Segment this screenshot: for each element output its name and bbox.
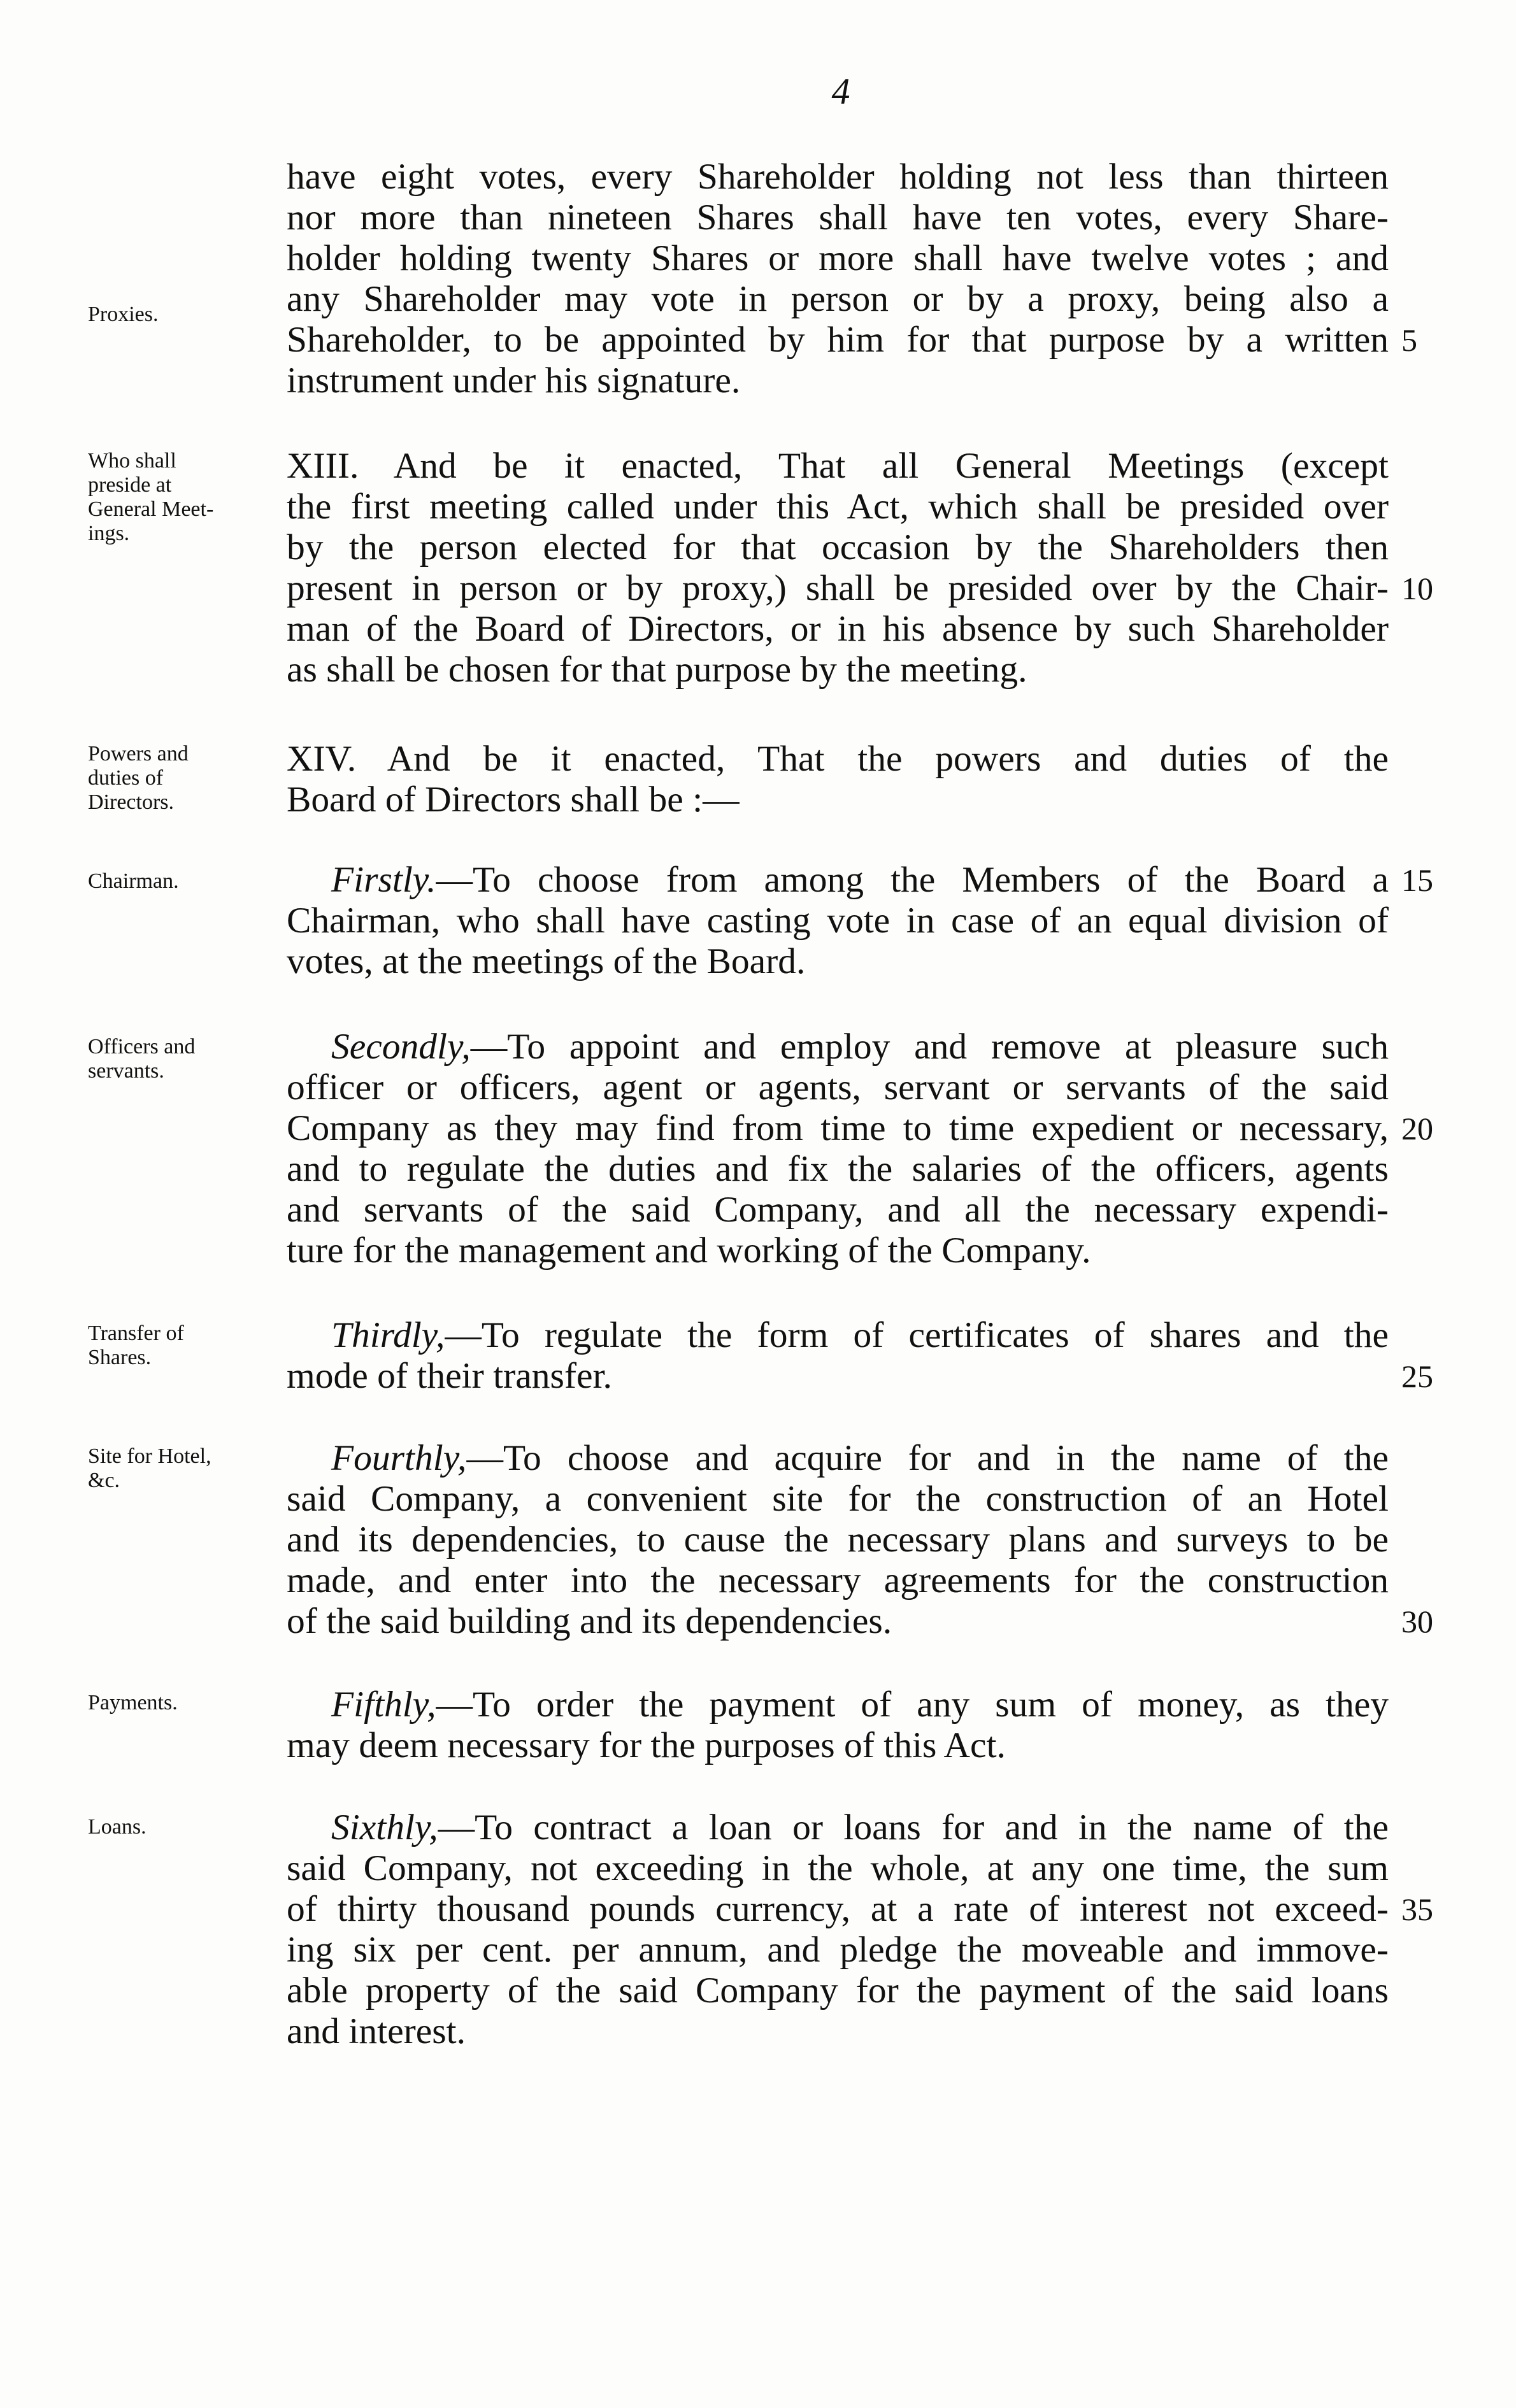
text-line: Shareholder, to be appointed by him for that purpose by a written [287, 320, 1389, 360]
paragraph-lead: Thirdly, [331, 1315, 445, 1355]
text-line: ing six per cent. per annum, and pledge the moveable and immove- [287, 1930, 1389, 1970]
text-line: Chairman, who shall have casting vote in case of an equal division of [287, 901, 1389, 941]
text-line: of thirty thousand pounds currency, at a rate of interest not exceed- [287, 1889, 1389, 1929]
text-line: by the person elected for that occasion by the Shareholders then [287, 527, 1389, 567]
line-number: 5 [1401, 322, 1417, 358]
text-line: and interest. [287, 2011, 466, 2051]
paragraph-lead: Fifthly, [331, 1685, 436, 1725]
text-line [331, 1438, 1389, 1479]
margin-note-who-shall-preside: Who shall preside at General Meet- ings. [88, 449, 214, 545]
text-line [331, 860, 1389, 901]
margin-note-site-hotel: Site for Hotel, &c. [88, 1444, 211, 1492]
text-line: XIII. And be it enacted, That all General Meetings (except [287, 446, 1389, 486]
text-line: votes, at the meetings of the Board. [287, 941, 806, 981]
line-number: 25 [1401, 1358, 1433, 1394]
margin-note-loans: Loans. [88, 1815, 147, 1839]
text-line: made, and enter into the necessary agreements for the construction [287, 1560, 1389, 1600]
line-number: 30 [1401, 1604, 1433, 1639]
text-line: XIV. And be it enacted, That the powers and duties of the [287, 739, 1389, 779]
text-line: and servants of the said Company, and all the necessary expendi- [287, 1190, 1389, 1230]
line-number: 35 [1401, 1891, 1433, 1927]
text-line [331, 1685, 1389, 1725]
page-number: 4 [831, 71, 850, 112]
text-line: as shall be chosen for that purpose by the meeting. [287, 650, 1027, 690]
text-line: officer or officers, agent or agents, servant or servants of the said [287, 1067, 1389, 1108]
paragraph-lead: Sixthly, [331, 1807, 438, 1848]
text-line: present in person or by proxy,) shall be presided over by the Chair- [287, 568, 1389, 608]
text-line: mode of their transfer. [287, 1356, 612, 1396]
text-line: man of the Board of Directors, or in his absence by such Shareholder [287, 609, 1389, 649]
text-line [331, 1807, 1389, 1848]
paragraph-lead: Fourthly, [331, 1438, 467, 1478]
margin-note-payments: Payments. [88, 1691, 178, 1714]
margin-note-chairman: Chairman. [88, 869, 179, 893]
paragraph-lead: Firstly. [331, 860, 436, 900]
paragraph-lead: Secondly, [331, 1027, 471, 1067]
paragraph-text: —To regulate the form of certificates of shares and the [445, 1315, 1389, 1355]
text-line [331, 1315, 1389, 1356]
margin-note-transfer-shares: Transfer of Shares. [88, 1322, 184, 1369]
text-line: and to regulate the duties and fix the salaries of the officers, agents [287, 1149, 1389, 1189]
text-line [331, 1027, 1389, 1067]
paragraph-text: —To choose and acquire for and in the name of the [466, 1438, 1389, 1478]
text-line: may deem necessary for the purposes of this Act. [287, 1725, 1006, 1765]
line-number: 20 [1401, 1111, 1433, 1146]
paragraph-text: —To choose from among the Members of the Board a [436, 860, 1389, 900]
text-line: said Company, a convenient site for the construction of an Hotel [287, 1479, 1389, 1519]
paragraph-text: —To contract a loan or loans for and in the name of the [438, 1807, 1389, 1848]
text-line: Board of Directors shall be :— [287, 780, 740, 820]
text-line: said Company, not exceeding in the whole, at any one time, the sum [287, 1848, 1389, 1888]
text-line: able property of the said Company for the payment of the said loans [287, 1970, 1389, 2011]
text-line: nor more than nineteen Shares shall have ten votes, every Share- [287, 197, 1389, 238]
text-line: holder holding twenty Shares or more shall have twelve votes ; and [287, 238, 1389, 278]
paragraph-text: —To order the payment of any sum of money, as they [436, 1685, 1389, 1725]
text-line: any Shareholder may vote in person or by a proxy, being also a [287, 279, 1389, 319]
margin-note-proxies: Proxies. [88, 303, 159, 326]
text-line: the first meeting called under this Act, which shall be presided over [287, 487, 1389, 527]
text-line: of the said building and its dependencies. [287, 1601, 892, 1641]
text-line: Company as they may find from time to time expedient or necessary, [287, 1108, 1389, 1148]
text-line: instrument under his signature. [287, 360, 741, 401]
text-line: and its dependencies, to cause the necessary plans and surveys to be [287, 1520, 1389, 1560]
text-line: have eight votes, every Shareholder holding not less than thirteen [287, 157, 1389, 197]
line-number: 10 [1401, 571, 1433, 606]
margin-note-powers-duties: Powers and duties of Directors. [88, 742, 189, 814]
margin-note-officers-servants: Officers and servants. [88, 1035, 196, 1083]
text-line: ture for the management and working of the Company. [287, 1230, 1091, 1271]
line-number: 15 [1401, 862, 1433, 898]
paragraph-text: —To appoint and employ and remove at pleasure such [470, 1027, 1389, 1067]
